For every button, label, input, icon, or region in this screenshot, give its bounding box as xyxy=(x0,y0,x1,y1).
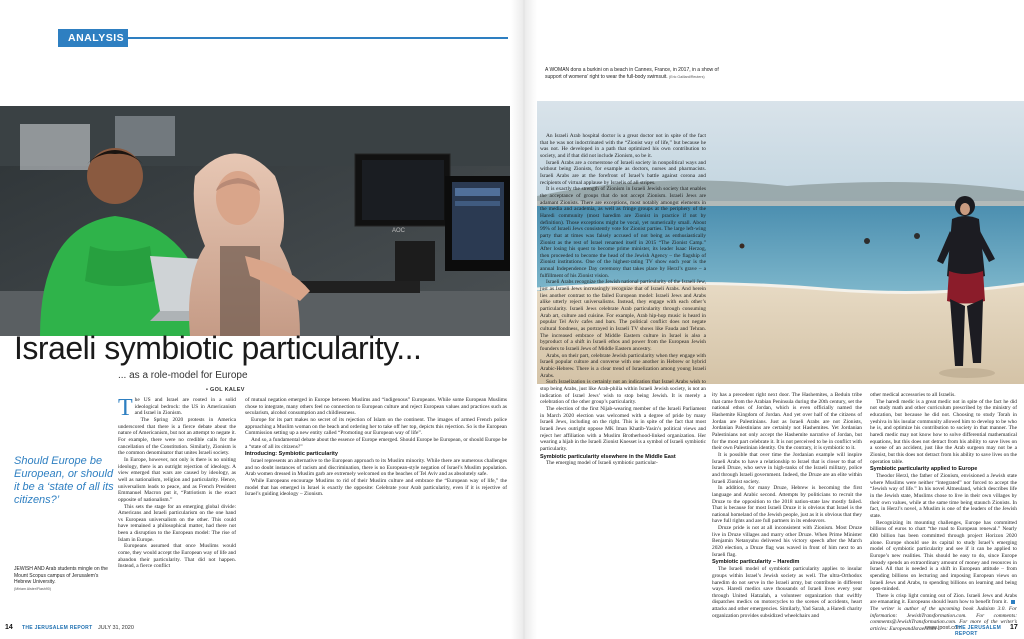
paragraph-c4-1: It is possible that over time the Jordanian example will inspire Israeli Arabs to have a relationship to Israel that is closer to that of Israeli Druze, who serve in high-ranks of the Israeli military, police and through Israeli government. Indeed, the Druze are an elite within Israeli Zionist society. xyxy=(712,451,862,485)
subheadline: ... as a role-model for Europe xyxy=(118,370,248,381)
paragraph-c3-5: Such Israelization is certainly not an indication that Israel Arabs wish to stop being Arabs, just like Arab-philia within Israeli Jewish society, is not an indication of Israel Jews’ wish to stop being Jewish. It is merely a celebration of the other group’s particularity. xyxy=(540,379,706,406)
beach-caption-credit: (Eric Gaillard/Reuters) xyxy=(669,74,705,79)
paragraph-c5-3: Theodor Herzl, the father of Zionism, envisioned a Jewish state where Muslims were neither “integrated” nor forced to accept the “Jewish way of life.” In his novel Altneuland, which describes life in the Jewish state, Muslims chose to live in their own villages by their own values, while at the same time being staunch Zionists. In fact, in Herzl’s novel, a Muslim is one of the leaders of the Jewish state. xyxy=(870,473,1017,519)
paragraph-c2-1: Europe for its part makes no secret of its rejection of Islam on the continent. The images of armed French police approaching a Muslim woman on the beach and ordering her to take off her top, depicts this rejection. So is the European Commission setting up a new entity called “Promoting our European way of life”. xyxy=(245,416,507,437)
paragraph-c3-8: The emerging model of Israeli symbiotic particular- xyxy=(546,460,658,467)
paragraph-c1-3: This sets the stage for an emerging global divide: Americans and Israeli particularism on the one hand vs European universalism on the other. This could have remained a philosophical matter, had there not been a disruption to the European model: The rise of Islam in Europe. xyxy=(118,503,236,543)
paragraph-c4-0: ity has a precedent right next door. The Hashemites, a Beduin tribe that came from the Arabian Peninsula during the 20th century, set the national ethos of Jordan, which is even officially named the Hashemite Kingdom of Jordan. And yet over half of the citizens of Jordan are Palestinians. Just as Israeli Arabs are not Zionists, Jordanian Palestinians are certainly not Hashemites. Yet Jordanian Palestinians not only accept the Hashemite narrative of Jordan, but for the most part celebrate it. It is not perceived to be in conflict with their own Palestinian identity. On the contrary, it is symbiotic to it. xyxy=(712,392,862,452)
headline: Israeli symbiotic particularity... xyxy=(14,330,422,366)
paragraph-c4-5: The Israeli model of symbiotic particularity applies to insular groups within Israel’s Jewish society as well. The ultra-Orthodox haredim do not serve in the Israeli army, but contribute in different ways. Haredi medics save thousands of Israeli lives every year through United Hatzalah, a volunteer organization that swiftly dispatches medics on motorcycles to the scenes of accidents, heart attacks and other emergencies. Similarly, Yad Sarah, a Haredi charity organization provides subsidized wheelchairs and xyxy=(712,566,862,619)
end-mark xyxy=(1011,600,1015,604)
paragraph-c3-1: Israeli Arabs are a cornerstone of Israeli society in nonpolitical ways and without being Zionists, for example as doctors, nurses and pharmacists. Israeli Arabs are at the forefront of Israel’s battle against corona and recipients of virtual applause by Israelis of all stripes. xyxy=(540,159,706,186)
paragraph-c2-5: While Europeans encourage Muslims to rid of their Muslim culture and embrace the “European way of life,” the model that has emerged in Israel is exactly the opposite: Celebrate your Arab particularity, even if it is rejective of Israel’s guiding ideology – Zionism. xyxy=(245,478,507,498)
paragraph-c1-1: The Spring 2020 protests in America underscored that there is a fierce debate about the nature of Americanism, but not an attempt to negate it. For example, there were no credible calls for the cancellation of the Constitution. Similarly, Zionism is the common denominator that unites Israeli society. xyxy=(118,416,236,457)
paragraph-c5-0: other medical accessories to all Israelis. xyxy=(870,392,956,398)
paragraph-c3-3: Israeli Arabs recognize the Jewish national particularity of the Israeli Jew, just as Israeli Jews increasingly recognize that of Israeli Arabs. And herein lies another contrast to the failed European model: Israeli Jews and Arabs alike utterly reject universalisms. Instead, they engage with each other’s particularity. Israeli Jews celebrate Arab particularity through consuming Arab art, culture and cuisine. For example, Arab hip-hop music is heard in popular Tel Aviv cafes and bars. The political conflict does not negate cultural fondness, as portrayed in Israeli TV shows like Fauda and Tehran. The increased embrace of Middle Eastern culture in Israel is also a byproduct of a shift in Israeli ethos and power from the European Jewish founders to Israeli Jews of Middle Eastern ancestry. xyxy=(540,279,706,352)
students-caption-text: JEWISH AND Arab students mingle on the Mount Scopus campus of Jerusalem’s Hebrew University. xyxy=(14,566,108,586)
paragraph-c5-1: The haredi medic is a great medic not in spite of the fact he did not study math and other curriculum prescribed by the ministry of education, but because he did not. Choosing to study Torah in yeshiva in his insular community allowed him to develop to be who he is, and optimize his contribution to society in that manner. The haredi medic may not know how to solve differential mathematical equations, but this does not detract from his ability to save lives on a scene of an accident, just like the Arab surgeon may not be a Zionist, but this does not detract from his ability to save lives on the operation table. xyxy=(870,398,1017,465)
paragraph-c3-0: An Israeli Arab hospital doctor is a great doctor not in spite of the fact that he was not indoctrinated with the “Zionist way of life,” but because he was not. He developed in a path that optimized his own contribution to society, and if that did not include Zionism, so be it. xyxy=(540,133,706,159)
footer-date: JULY 31, 2020 xyxy=(98,625,134,631)
beach-photo-caption xyxy=(545,67,720,80)
section-banner xyxy=(58,29,128,47)
page-gutter xyxy=(511,0,537,639)
article-column-4 xyxy=(712,392,862,619)
paragraph-c1-0: The US and Israel are rooted in a solid ideological bedrock: the US in Americanism and Israel in Zionism. xyxy=(118,395,236,421)
beach-caption-text: A WOMAN dons a burkini on a beach in Cannes, France, in 2017, in a show of support of womens’ right to wear the full-body swimsuit. xyxy=(545,67,719,80)
right-magazine-logo: THE JERUSALEM REPORT xyxy=(955,625,1002,637)
students-photo-illustration xyxy=(0,106,510,336)
paragraph-c5-4: Recognizing its mounting challenges, Europe has committed billions of euros to chart “the road to European renewal.” Nearly €80 billion has been committed through project Horizon 2020 alone. Europe should use its capital to study Israel’s emerging model of symbiotic particularity and see if it can be applied to Europe’s new realities. This should be easy to do, since Europe already spends an extraordinary amount of money and resources in Israel. All that is needed is a shift in European attitude – from spending billions on lecturing and imposing European views on Israeli Jews and Arabs, to spending billions on learning and being open-minded. xyxy=(870,519,1017,593)
students-caption-credit: (Miriam Alster/Flash90) xyxy=(14,586,51,591)
students-photo xyxy=(0,106,510,336)
students-photo-caption xyxy=(14,566,116,592)
subhead-c4-4: Symbiotic particularity – Haredim xyxy=(712,559,800,566)
section-label: ANALYSIS xyxy=(68,32,125,44)
article-column-2 xyxy=(245,397,507,611)
footer-website: www.jpost.com xyxy=(925,625,962,631)
paragraph-c3-2: It is exactly the strength of Zionism in Israeli Jewish society that enables the acceptance of groups that do not accept Zionism. Israeli Jews are adamant Zionists. There are exceptions, most notably amongst elements in the media and academia, as well as fringe groups at the periphery of the Haredi community (most haredim are Zionist in practice if not by definition). Those exceptions might be vocal, yet numerically small. About 99% of Israeli Jews consistently vote for Zionist parties. The large left-wing party that at times was falsely accused of not being as enthusiastically Zionist as the rest of Israel renamed itself in 2015 “The Zionist Camp.” After losing his quest to become prime minister, its leader Isaac Herzog, then proceeded to become the head of the Jewish Agency – the flagship of Zionist institutions. One of the highest-rating TV show each year is the annual Independence Day ceremony that takes place by Herzl’s grave – a fulfillment of his Zionist vision. xyxy=(540,186,706,279)
paragraph-c4-2: In addition, for many Druze, Hebrew is becoming the first language and Arabic second. Attempts by politicians to recruit the Druze to the opposition to the 2018 nation-state law mostly failed. That is because for most Israeli Druze it is obvious that Israel is the national homeland of the Jewish people, just as it is obvious that they have full rights and are full partners in its endeavors. xyxy=(712,485,862,525)
paragraph-c4-3: Druze pride is not at all inconsistent with Zionism. Most Druze live in Druze villages and marry other Druze. When Prime Minister Benjamin Netanyahu delivered his victory speech after the March 2020 election, a Druze flag was waved in front of him next to an Israeli flag. xyxy=(712,525,862,558)
paragraph-c3-6: The election of the first Nijab-wearing member of the Israeli Parliament in March 2020 election was welcomed with a degree of pride by many Israeli Jews, including on the right. This is in spite of the fact that most Israeli Jews outright oppose MK Iman Khatib-Yasin’s political views and reject her affiliation with a Muslim Brotherhood-linked organization. Her wearing a hijab in the Israeli Zionist Knesset is a symbol of Israeli symbiotic particularity. xyxy=(540,405,706,452)
article-column-3 xyxy=(540,133,706,611)
paragraph-c2-2: And so, a fundamental debate about the essence of Europe emerged. Should Europe be European, or should Europe be a “state of all its citizens?” xyxy=(245,436,507,450)
monitor-brand: AOC xyxy=(392,228,406,234)
author-bio: The writer is author of the upcoming book Judaism 3.0. For information: JewishTransformation.com. For comments: comments@JewishTransformation.com. For more of the writer’s articles: EuropeandIsrael.com xyxy=(870,606,1017,633)
subhead-c3-7: Symbiotic particularity elsewhere in the Middle East xyxy=(540,453,676,460)
drop-cap: T xyxy=(118,395,133,421)
left-page-number: 14 xyxy=(5,624,13,631)
right-page-number: 17 xyxy=(1010,624,1018,631)
paragraph-c3-4: Arabs, on their part, celebrate Jewish particularity when they engage with Israeli popular culture and converse with one another in Hebrew or hybrid Arabic-Hebrew. There is a clear trend of Israelization among young Israeli Arabs. xyxy=(540,352,706,379)
byline: • GOL KALEV xyxy=(206,387,245,393)
paragraph-c5-5: There is crisp light coming out of Zion. Israeli Jews and Arabs are emanating it. Europeans should learn how to benefit from it. xyxy=(870,592,1017,606)
paragraph-c1-2: In Europe, however, not only is there is no uniting ideology, there is an outright rejection of ideology. A view emerged that wars are caused by ideology, as well as nationalism, religion and particularity. Hence, universalism leads to peace, and as French President Emmanuel Macron put it, “Patriotism is the exact opposite of nationalism.” xyxy=(118,456,236,503)
subhead-c5-2: Symbiotic particularity applied to Europe xyxy=(870,466,978,473)
subhead-c2-3: Introducing: Symbiotic particularity xyxy=(245,451,338,458)
left-magazine-logo: THE JERUSALEM REPORT xyxy=(22,625,93,631)
paragraph-c1-4: Europeans assumed that once Muslims would come, they would accept the European way of life and abandon their particularity. That did not happen. Instead, a fierce conflict xyxy=(118,543,236,570)
article-column-1 xyxy=(118,397,236,611)
paragraph-c2-4: Israel represents an alternative to the European approach to its Muslim minority. While there are numerous challenges and no doubt instances of racism and discrimination, there is no European-style negation of Israel’s Muslim population. Arab women dressed in Muslim garb are extremely welcomed on the beaches of Tel Aviv and as absolutely safe. xyxy=(245,458,507,478)
pull-quote: Should Europe be European, or should it be a ‘state of all its citizens?’ xyxy=(14,455,114,506)
paragraph-c2-0: of mutual negation emerged in Europe between Muslims and “indigenous” Europeans. While some European Muslims chose to integrate, many others feel no connection to European culture and reject European values and practices such as secularism, alcohol consumption and childlessness. xyxy=(245,397,507,417)
banner-rule xyxy=(128,37,508,39)
